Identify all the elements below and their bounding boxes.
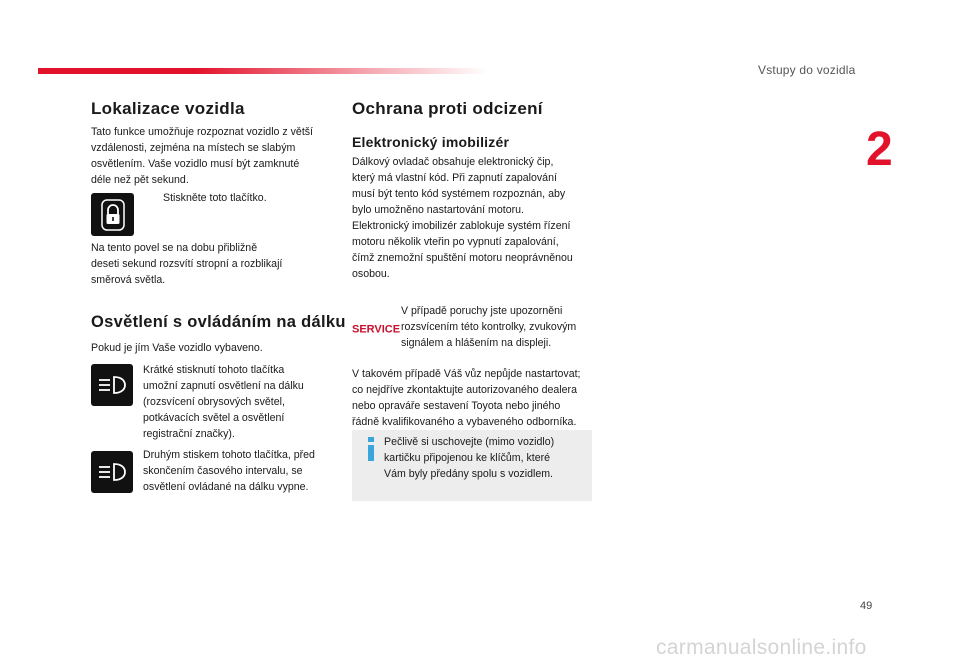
remote-light-intro: Pokud je jím Vaše vozidlo vybaveno. bbox=[91, 342, 263, 354]
page-number: 49 bbox=[860, 600, 873, 612]
info-icon bbox=[365, 436, 377, 462]
svg-text:SERVICE: SERVICE bbox=[352, 323, 401, 336]
advice-text: V takovém případě Váš vůz nepůjde nastartovat; co nejdříve zkontaktujte autorizovaného dealera nebo opraváře sestavení Toyota nebo jiného řádně kvalifikovaného a vybaveného odborníka. bbox=[352, 368, 581, 428]
watermark: carmanualsonline.info bbox=[656, 636, 867, 659]
chapter-number: 2 bbox=[866, 123, 893, 176]
chapter-title: Vstupy do vozidla bbox=[758, 63, 856, 77]
locate-intro: Tato funkce umožňuje rozpoznat vozidlo z větší vzdálenosti, zejména na místech se slabým osvětlením. Vaše vozidlo musí být zamknuté déle než pět sekund. bbox=[91, 126, 313, 186]
locate-result: Na tento povel se na dobu přibližně deseti sekund rozsvítí stropní a rozblikají směrová světla. bbox=[91, 242, 283, 286]
immobilizer-body: Dálkový ovladač obsahuje elektronický čip, který má vlastní kód. Při zapnutí zapalování musí být tento kód systémem rozpoznán, aby bylo umožněno nastartování motoru. Elektronický imobilizér zablokuje systém řízení motoru několik vteřin po vypnutí zapalování, čímž znemožní spuštění motoru neoprávněnou osobou. bbox=[352, 156, 573, 280]
section-title-theft: Ochrana proti odcizení bbox=[352, 99, 543, 118]
short-press-text: Krátké stisknutí tohoto tlačítka umožní zapnutí osvětlení na dálku (rozsvícení obrysových světel, potkávacích světel a osvětlení registrační značky). bbox=[143, 364, 304, 440]
locate-step: Stiskněte toto tlačítko. bbox=[163, 192, 267, 204]
section-subtitle-immobilizer: Elektronický imobilizér bbox=[352, 134, 510, 150]
section-title-remote-light: Osvětlení s ovládáním na dálku bbox=[91, 313, 346, 331]
lock-button-icon bbox=[91, 193, 134, 236]
headlamp-button-icon bbox=[91, 364, 133, 406]
header-accent-bar bbox=[38, 68, 488, 74]
second-press-text: Druhým stiskem tohoto tlačítka, před skončením časového intervalu, se osvětlení ovládané na dálku vypne. bbox=[143, 449, 315, 493]
info-note-text: Pečlivě si uschovejte (mimo vozidlo) kartičku připojenou ke klíčům, které Vám byly předány spolu s vozidlem. bbox=[384, 436, 555, 480]
service-warning-text: V případě poruchy jste upozorněni rozsvícením této kontrolky, zvukovým signálem a hlášením na displeji. bbox=[401, 305, 577, 349]
service-warning-icon bbox=[352, 322, 401, 336]
section-title-locate: Lokalizace vozidla bbox=[91, 99, 245, 118]
headlamp-button-icon-second bbox=[91, 451, 133, 493]
